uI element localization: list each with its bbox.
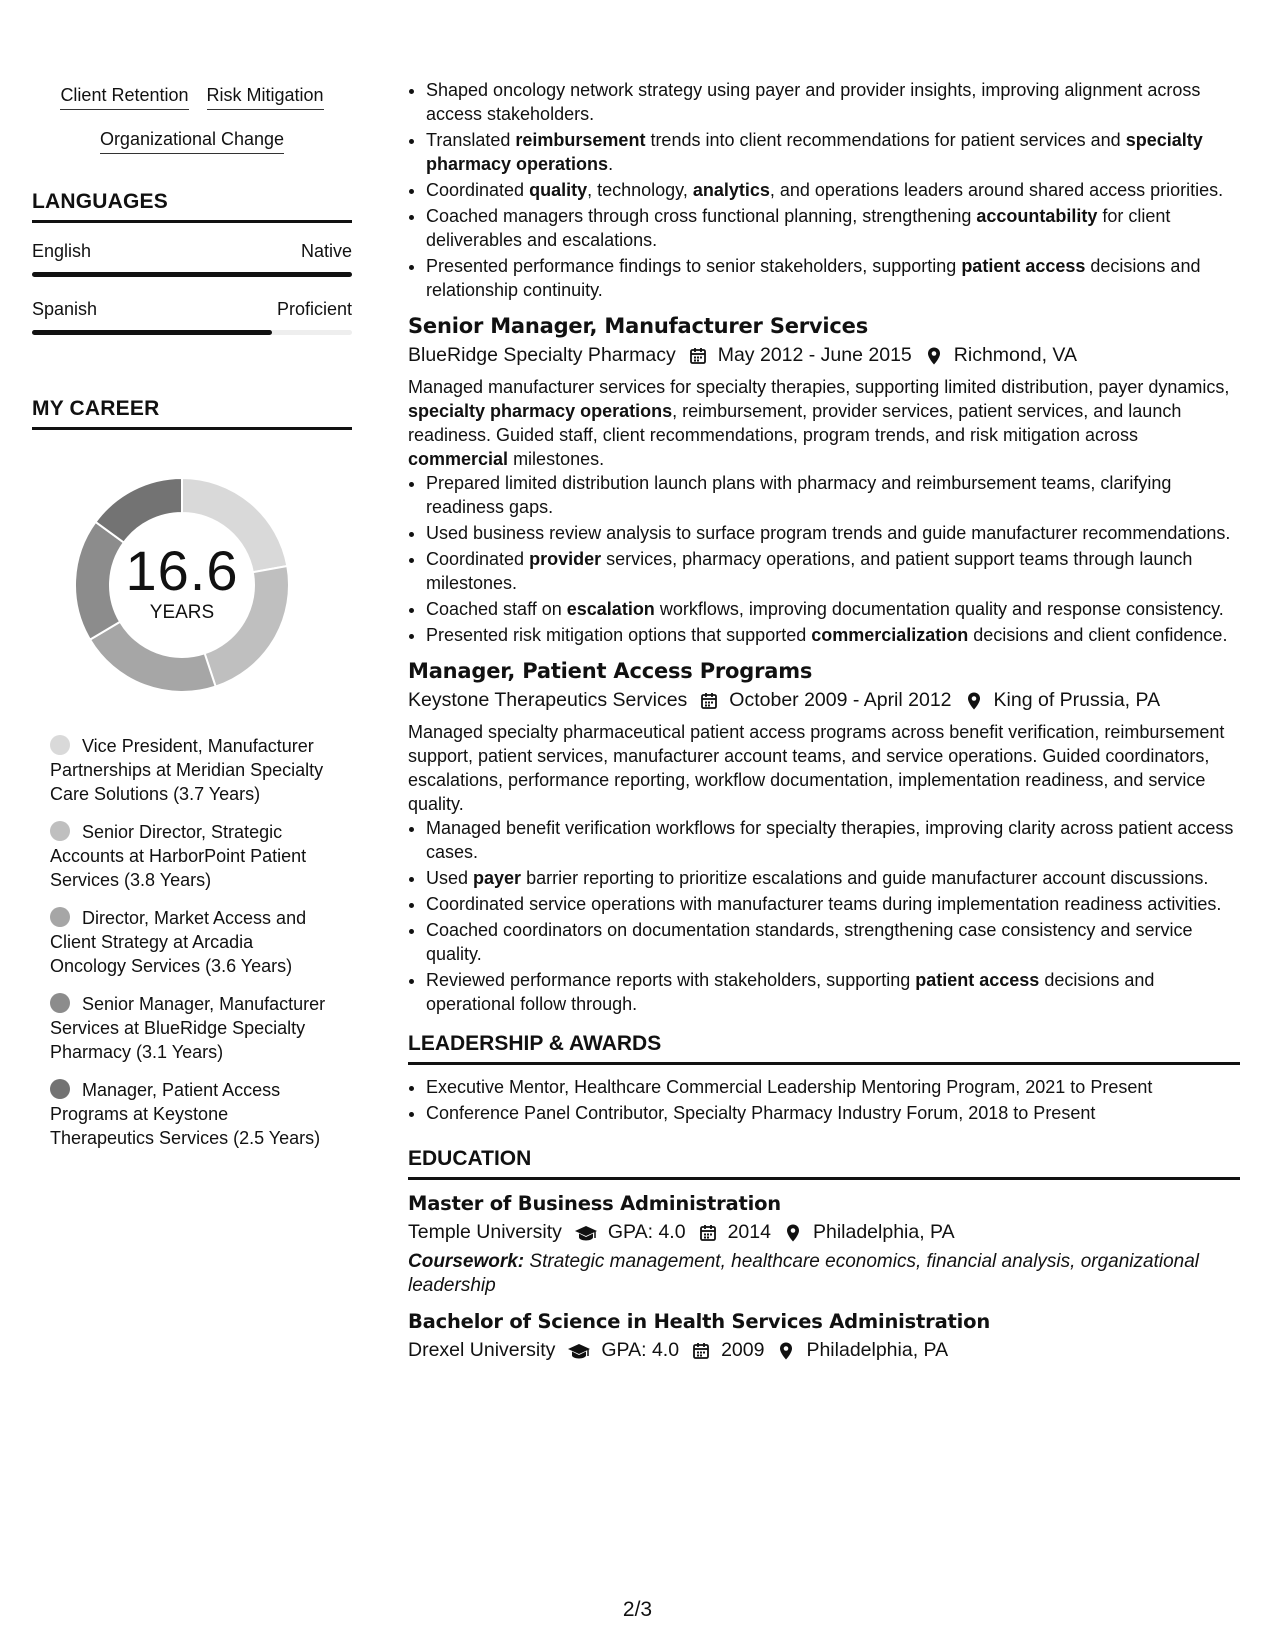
career-legend (32, 734, 352, 1150)
language-name: English (32, 241, 92, 261)
gpa: GPA: 4.0 (607, 1221, 686, 1243)
bold-keyword: specialty pharmacy operations (408, 401, 673, 421)
job-summary: Managed manufacturer services for specialty therapies, supporting limited distribution, payer dynamics, specialty pharmacy operations, reimbursement, provider services, patient services, and launch readiness. Guided staff, client recommendations, program trends, and risk mitigation across commercial milestones. (408, 377, 1230, 469)
career-total-years: 16.6 (125, 539, 239, 602)
coursework (408, 1250, 1240, 1298)
left-column (32, 84, 352, 1164)
graduation-cap-icon (574, 1223, 598, 1243)
education-meta (408, 1339, 1240, 1362)
leadership-item: • Executive Mentor, Healthcare Commercial Leadership Mentoring Program, 2021 to Present (426, 1075, 1240, 1099)
bold-keyword: escalation (566, 599, 655, 619)
bullet-item: • Coached coordinators on documentation standards, strengthening case consistency and service quality. (426, 918, 1240, 966)
bullet-item: • Coordinated quality, technology, analytics, and operations leaders around shared access priorities. (426, 178, 1240, 202)
school-location: Philadelphia, PA (806, 1339, 949, 1361)
language-proficiency-fill (32, 272, 352, 277)
bullet-item: • Prepared limited distribution launch plans with pharmacy and reimbursement teams, clarifying readiness gaps. (426, 471, 1240, 519)
calendar-icon (691, 1341, 711, 1361)
education-entry (408, 1310, 1240, 1362)
previous-job-bullets (408, 78, 1240, 302)
career-legend-item (50, 906, 330, 978)
job-title: Senior Manager, Manufacturer Services (408, 314, 869, 338)
legend-dot-icon (50, 993, 70, 1013)
skills-row-1 (32, 84, 352, 110)
education-heading: EDUCATION (408, 1147, 1240, 1180)
education-meta (408, 1221, 1240, 1244)
job-location: Richmond, VA (953, 344, 1077, 366)
school-name: Drexel University (408, 1339, 556, 1361)
language-proficiency-bar (32, 272, 352, 277)
coursework-text: Strategic management, healthcare economics, financial analysis, organizational leadership (408, 1251, 1200, 1296)
job-meta (408, 689, 1240, 712)
map-pin-icon (776, 1341, 796, 1361)
bold-keyword: reimbursement (515, 130, 646, 150)
legend-dot-icon (50, 907, 70, 927)
bullet-item: • Coached staff on escalation workflows, improving documentation quality and response consistency. (426, 597, 1240, 621)
language-level: Proficient (276, 299, 352, 319)
bold-keyword: patient access (961, 256, 1086, 276)
language-name: Spanish (32, 299, 98, 319)
leadership-list (408, 1075, 1240, 1125)
language-level: Native (300, 241, 352, 261)
page-number: 2/3 (622, 1598, 653, 1621)
calendar-icon (688, 346, 708, 366)
bullet-item: • Coached managers through cross functional planning, strengthening accountability for client deliverables and escalations. (426, 204, 1240, 252)
calendar-icon (698, 1223, 718, 1243)
bullet-item: • Used payer barrier reporting to prioritize escalations and guide manufacturer account discussions. (426, 866, 1240, 890)
legend-dot-icon (50, 1079, 70, 1099)
degree-title: Bachelor of Science in Health Services Administration (408, 1310, 991, 1333)
bullet-item: • Presented performance findings to senior stakeholders, supporting patient access decisions and relationship continuity. (426, 254, 1240, 302)
graduation-cap-icon (567, 1341, 591, 1361)
career-legend-item (50, 734, 330, 806)
gpa: GPA: 4.0 (601, 1339, 680, 1361)
career-donut-chart (67, 470, 297, 700)
career-legend-item (50, 992, 330, 1064)
bullet-item: • Translated reimbursement trends into client recommendations for patient services and specialty pharmacy operations. (426, 128, 1240, 176)
job-title: Manager, Patient Access Programs (408, 659, 813, 683)
career-legend-label: Senior Manager, Manufacturer Services at BlueRidge Specialty Pharmacy (3.1 Years) (50, 994, 326, 1062)
calendar-icon (699, 691, 719, 711)
education-entry (408, 1192, 1240, 1298)
career-legend-item (50, 1078, 330, 1150)
career-legend-label: Vice President, Manufacturer Partnerships at Meridian Specialty Care Solutions (3.7 Years) (50, 736, 324, 804)
map-pin-icon (924, 346, 944, 366)
job-dates: May 2012 - June 2015 (717, 344, 912, 366)
job-meta (408, 344, 1240, 367)
language-item (32, 299, 352, 335)
bullet-item: • Presented risk mitigation options that supported commercialization decisions and client confidence. (426, 623, 1240, 647)
bold-keyword: quality (529, 180, 588, 200)
bullet-item: • Used business review analysis to surface program trends and guide manufacturer recommendations. (426, 521, 1240, 545)
language-item (32, 241, 352, 277)
career-heading: MY CAREER (32, 397, 352, 430)
career-legend-label: Manager, Patient Access Programs at Keystone Therapeutics Services (2.5 Years) (50, 1080, 321, 1148)
job-entry (408, 314, 1240, 647)
skill-tag: Client Retention (60, 84, 188, 110)
bold-keyword: accountability (976, 206, 1098, 226)
job-bullets (408, 471, 1240, 647)
legend-dot-icon (50, 735, 70, 755)
language-proficiency-bar (32, 330, 352, 335)
job-summary: Managed specialty pharmaceutical patient access programs across benefit verification, reimbursement support, patient services, manufacturer account teams, and service operations. Guided coordinators, escalations, performance reporting, workflow documentation, implementation readiness, and service quality. (408, 722, 1225, 814)
bullet-item: • Coordinated service operations with manufacturer teams during implementation readiness activities. (426, 892, 1240, 916)
bold-keyword: specialty pharmacy operations (426, 130, 1203, 174)
job-dates: October 2009 - April 2012 (729, 689, 952, 711)
bullet-item: • Coordinated provider services, pharmacy operations, and patient support teams through launch milestones. (426, 547, 1240, 595)
bold-keyword: commercial (408, 449, 509, 469)
job-location: King of Prussia, PA (993, 689, 1161, 711)
school-name: Temple University (408, 1221, 562, 1243)
bullet-item: • Managed benefit verification workflows for specialty therapies, improving clarity across patient access cases. (426, 816, 1240, 864)
map-pin-icon (964, 691, 984, 711)
job-entry (408, 659, 1240, 1016)
graduation-year: 2014 (727, 1221, 771, 1243)
skill-tag: Organizational Change (100, 128, 284, 154)
career-total-unit: YEARS (149, 602, 215, 623)
skills-row-2 (32, 128, 352, 154)
bold-keyword: commercialization (811, 625, 969, 645)
map-pin-icon (783, 1223, 803, 1243)
bold-keyword: payer (473, 868, 522, 888)
school-location: Philadelphia, PA (812, 1221, 955, 1243)
legend-dot-icon (50, 821, 70, 841)
leadership-heading: LEADERSHIP & AWARDS (408, 1032, 1240, 1065)
degree-title: Master of Business Administration (408, 1192, 781, 1215)
bullet-item: • Shaped oncology network strategy using payer and provider insights, improving alignment across access stakeholders. (426, 78, 1240, 126)
leadership-item: • Conference Panel Contributor, Specialty Pharmacy Industry Forum, 2018 to Present (426, 1101, 1240, 1125)
bold-keyword: provider (529, 549, 602, 569)
graduation-year: 2009 (721, 1339, 765, 1361)
donut-segment-3 (90, 622, 216, 692)
career-legend-item (50, 820, 330, 892)
job-bullets (408, 816, 1240, 1016)
career-legend-label: Senior Director, Strategic Accounts at HarborPoint Patient Services (3.8 Years) (50, 822, 307, 890)
right-column (408, 78, 1240, 1362)
coursework-label: Coursework: (408, 1251, 525, 1272)
career-legend-label: Director, Market Access and Client Strategy at Arcadia Oncology Services (3.6 Years) (50, 908, 307, 976)
skill-tag: Risk Mitigation (207, 84, 324, 110)
language-proficiency-fill (32, 330, 272, 335)
bold-keyword: analytics (692, 180, 770, 200)
company-name: BlueRidge Specialty Pharmacy (408, 344, 676, 366)
bold-keyword: patient access (915, 970, 1040, 990)
company-name: Keystone Therapeutics Services (408, 689, 688, 711)
languages-heading: LANGUAGES (32, 190, 352, 223)
bullet-item: • Reviewed performance reports with stakeholders, supporting patient access decisions and operational follow through. (426, 968, 1240, 1016)
